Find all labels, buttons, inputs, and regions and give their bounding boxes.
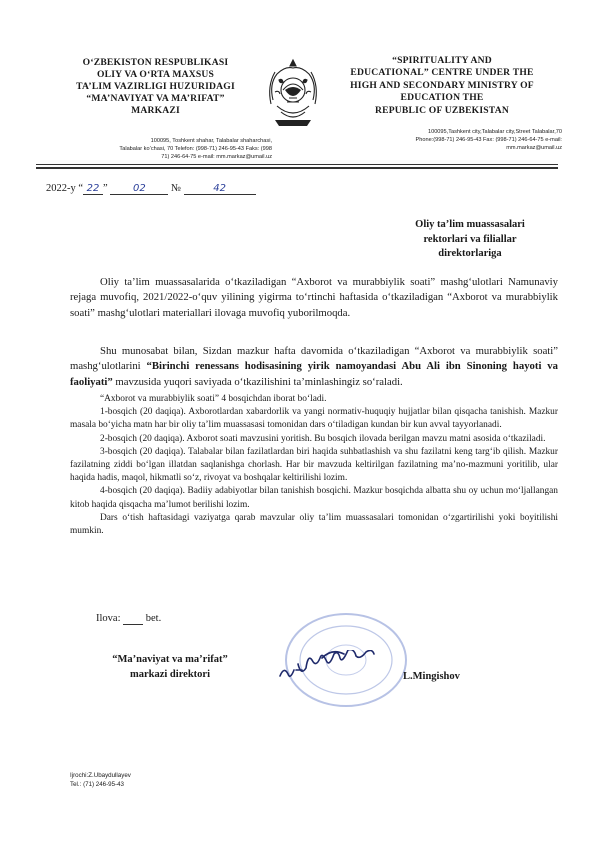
attachment-label: Ilova: bbox=[96, 613, 121, 624]
date-quote-close: ” bbox=[103, 183, 108, 194]
state-emblem-icon bbox=[263, 56, 323, 134]
header-right bbox=[326, 55, 558, 117]
addressee-line-3: direktorlariga bbox=[438, 248, 502, 259]
header-left-line-2: OLIY VA O‘RTA MAXSUS bbox=[96, 69, 215, 80]
date-number-line bbox=[46, 183, 256, 195]
body-paragraph-6: 3-bosqich (20 daqiqa). Talabalar bilan fazilatlardan biri haqida suhbatlashish va shu fazilatni keng targ‘ib qilish. Mazkur fazilatning ziddi bo‘lgan illatdan saqlanishga chorlash. Har bir mavzuda keltirilgan fazilatning ma’no-mazmuni yoritilib, ular haqida hadis, maqol, hikmatli so‘z, rivoyat va boshqalar keltirilishi lozim. bbox=[70, 446, 558, 484]
signatory-title bbox=[70, 652, 270, 682]
body-paragraph-2-end: mavzusida yuqori saviyada o‘tkazilishini ta’minlashingiz so‘raladi. bbox=[112, 375, 403, 388]
attachment-page-count-blank bbox=[123, 613, 143, 625]
body-paragraph-2-start: Shu munosabat bilan, Sizdan mazkur hafta davomida o‘tkaziladigan “Axborot va murabbiylik soati” mashg‘ulotlarini bbox=[70, 345, 558, 373]
header-divider-bottom bbox=[36, 167, 558, 169]
header-right-line-2: EDUCATIONAL” CENTRE UNDER THE bbox=[350, 67, 534, 79]
handwritten-signature-icon bbox=[276, 650, 400, 690]
left-address-line-1: 100095, Toshkent shahar, Talabalar shaharchasi, bbox=[150, 138, 272, 144]
signatory-name: L.Mingishov bbox=[403, 671, 460, 682]
header-left-line-3: TA’LIM VAZIRLIGI HUZURIDAGI bbox=[76, 81, 235, 92]
body-paragraph-7: 4-bosqich (20 daqiqa). Badiiy adabiyotlar bilan tanishish bosqichi. Mazkur bosqichda albatta shu oy uchun mo‘ljallangan kitob haqida qisqacha ma’lumot berilishi lozim. bbox=[70, 486, 558, 510]
body-paragraph-3: “Axborot va murabbiylik soati” 4 bosqichdan iborat bo‘ladi. bbox=[100, 393, 327, 404]
header-left-line-1: O‘ZBEKISTON RESPUBLIKASI bbox=[82, 57, 229, 68]
header-left bbox=[48, 57, 263, 117]
header-right-line-1: “SPIRITUALITY AND bbox=[392, 55, 492, 66]
attachment-suffix: bet. bbox=[145, 613, 162, 624]
body-main-block bbox=[70, 344, 558, 538]
body-paragraph-4: 1-bosqich (20 daqiqa). Axborotlardan xabardorlik va yangi normativ-huquqiy hujjatlar bilan qisqacha tanishish. Mazkur masala bo‘yicha matn har bir oliy ta’lim muassasasi tomonidan dars o‘tiladigan kundan bir kun avval tayyorlanadi. bbox=[70, 407, 558, 431]
executor-phone: Tel.: (71) 246-95-43 bbox=[70, 781, 124, 788]
right-address-line-1: 100095,Tashkent city,Talabalar city,Street Talabalar,70 bbox=[427, 129, 562, 135]
body-paragraph-2 bbox=[70, 344, 558, 390]
date-prefix: 2022-y “ bbox=[46, 183, 84, 194]
attachment-line bbox=[96, 613, 161, 625]
header-left-address bbox=[50, 137, 272, 161]
right-address-line-3: mm.markaz@umail.uz bbox=[506, 145, 562, 151]
right-address-line-2: Phone:(998-71) 246-95-43 Fax: (998-71) 246-64-75 e-mail: bbox=[415, 137, 562, 143]
left-address-line-2: Talabalar ko‘chasi, 70 Telefon: (998-71) 246-95-43 Faks: (998 bbox=[119, 146, 272, 152]
header-right-line-5: REPUBLIC OF UZBEKISTAN bbox=[375, 104, 509, 116]
date-month: 02 bbox=[110, 183, 168, 195]
header-right-line-3: HIGH AND SECONDARY MINISTRY OF bbox=[350, 79, 534, 91]
addressee-line-1: Oliy ta’lim muassasalari bbox=[415, 219, 525, 230]
header-left-line-4: “MA’NAVIYAT VA MA’RIFAT” bbox=[86, 93, 225, 104]
header-divider-top bbox=[36, 164, 558, 165]
addressee-block bbox=[380, 218, 560, 262]
date-day: 22 bbox=[83, 183, 103, 195]
body-paragraph-5: 2-bosqich (20 daqiqa). Axborot soati mavzusini yoritish. Bu bosqich ilovada berilgan mavzu matni asosida o‘tkaziladi. bbox=[100, 433, 546, 444]
document-number: 42 bbox=[184, 183, 256, 195]
signatory-title-line-2: markazi direktori bbox=[129, 669, 210, 680]
executor-name: Ijrochi:Z.Ubaydullayev bbox=[70, 772, 131, 779]
number-label: № bbox=[170, 183, 181, 194]
body-paragraph-1: Oliy ta’lim muassasalarida o‘tkaziladigan “Axborot va murabbiylik soati” mashg‘ulotlari Namunaviy rejaga muvofiq, 2021/2022-o‘quv yilining yigirma to‘rtinchi haftasida o‘tkaziladigan “Axborot va murabbiylik soati” mashg‘ulotlari materiallari ilovaga muvofiq yuborilmoqda. bbox=[70, 276, 558, 319]
body-paragraph-2-topic: “Birinchi renessans hodisasining yirik namoyandasi Abu Ali ibn Sinoning hayoti va faoliyati” bbox=[70, 360, 558, 388]
executor-footer bbox=[70, 771, 131, 789]
addressee-line-2: rektorlari va filiallar bbox=[423, 233, 517, 245]
signatory-title-line-1: “Ma’naviyat va ma’rifat” bbox=[112, 654, 228, 665]
header-left-line-5: MARKAZI bbox=[131, 105, 180, 116]
left-address-line-3: 71) 246-64-75 e-mail: mm.markaz@umail.uz bbox=[161, 154, 272, 160]
body-paragraph-8: Dars o‘tish haftasidagi vaziyatga qarab mavzular oliy ta’lim muassasalari tomonidan o‘zgartirilishi yoki boyitilishi mumkin. bbox=[70, 512, 558, 536]
header-right-line-4: EDUCATION THE bbox=[400, 92, 484, 104]
header-right-address bbox=[330, 128, 562, 152]
